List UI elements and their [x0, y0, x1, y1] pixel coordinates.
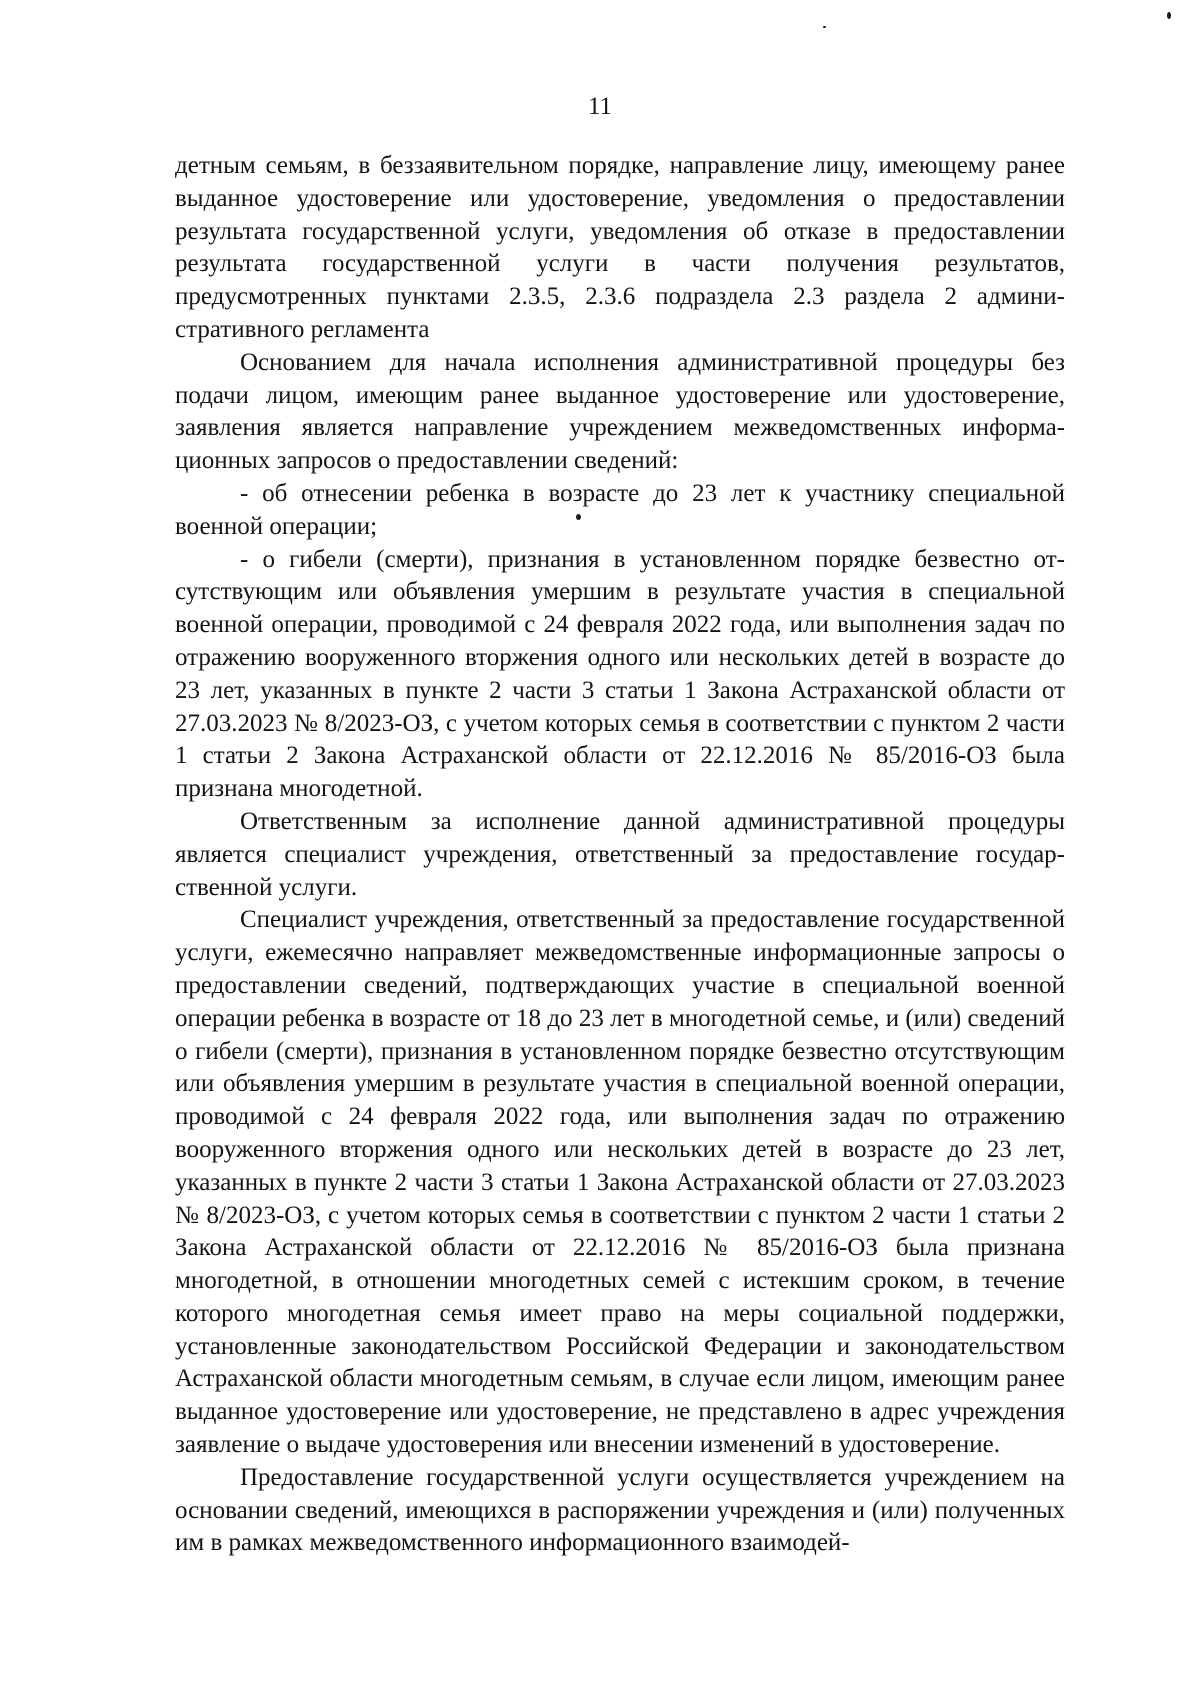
paragraph-procedure-basis: Основанием для начала исполнения административной процедуры без подачи лицом, имеющим ранее выданное удостоверение или удостоверение, заявления является направление учреждением межведомственных информационных запросов о предоставлении сведений: [175, 348, 1065, 475]
paragraph-specialist-requests: Специалист учреждения, ответственный за предоставление государственной услуги, ежемесячно направляет межведомственные информационные запросы о предоставлении сведений, подтверждающих участие в специальной военной операции ребенка в возрасте от 18 до 23 лет в многодетной семье, и (или) сведений о гибели (смерти), признания в установленном порядке безвестно отсутствующим или объявления умершим в результате участия в специальной военной операции, проводимой с 24 февраля 2022 года, или выполнения задач по отражению вооруженного вторжения одного или нескольких детей в возрасте до 23 лет, указанных в пункте 2 части 3 статьи 1 Закона Астраханской области от 27.03.2023 № 8/2023-ОЗ, с учетом которых семья в соответствии с пунктом 2 части 1 статьи 2 Закона Астраханской области от 22.12.2016 № 85/2016-ОЗ была признана многодетной, в отношении многодетных семей с истекшим сроком, в течение которого многодетная семья имеет право на меры социальной поддержки, установленные законодательством Российской Федерации и законодательством Астраханской области многодетным семьям, в случае если лицом, имеющим ранее выданное удостоверение или удостоверение, не представлено в адрес учреждения заявление о выдаче удостоверения или внесении изменений в удостоверение. [175, 906, 1065, 1459]
list-item-svo-participant: - об отнесении ребенка в возрасте до 23 лет к участнику специальной военной операции; [175, 479, 1065, 540]
paragraph-continuation: детным семьям, в беззаявительном порядке, направление лицу, имеющему ранее выданное удостоверение или удостоверение, уведомления о предоставлении результата государственной услуги, уведомления об отказе в предоставлении результата государственной услуги в части получения результатов, предусмотренных пунктами 2.3.5, 2.3.6 подраздела 2.3 раздела 2 административного регламента [175, 152, 1065, 343]
document-body [175, 150, 1065, 1560]
page-number: 11 [587, 93, 613, 120]
scan-speck-top [823, 26, 826, 28]
scan-speck-top-right [1167, 12, 1171, 19]
paragraph-responsible-person: Ответственным за исполнение данной административной процедуры является специалист учреждения, ответственный за предоставление государственной услуги. [175, 807, 1065, 901]
list-item-death-info: - о гибели (смерти), признания в установленном порядке безвестно отсутствующим или объявления умершим в результате участия в специальной военной операции, проводимой с 24 февраля 2022 года, или выполнения задач по отражению вооруженного вторжения одного или нескольких детей в возрасте до 23 лет, указанных в пункте 2 части 3 статьи 1 Закона Астраханской области от 27.03.2023 № 8/2023-ОЗ, с учетом которых семья в соответствии с пунктом 2 части 1 статьи 2 Закона Астраханской области от 22.12.2016 № 85/2016-ОЗ была признана многодетной. [175, 545, 1065, 803]
paragraph-service-provision: Предоставление государственной услуги осуществляется учреждением на основании сведений, имеющихся в распоряжении учреждения и (или) полученных им в рамках межведомственного информационного взаимодей- [175, 1463, 1065, 1557]
